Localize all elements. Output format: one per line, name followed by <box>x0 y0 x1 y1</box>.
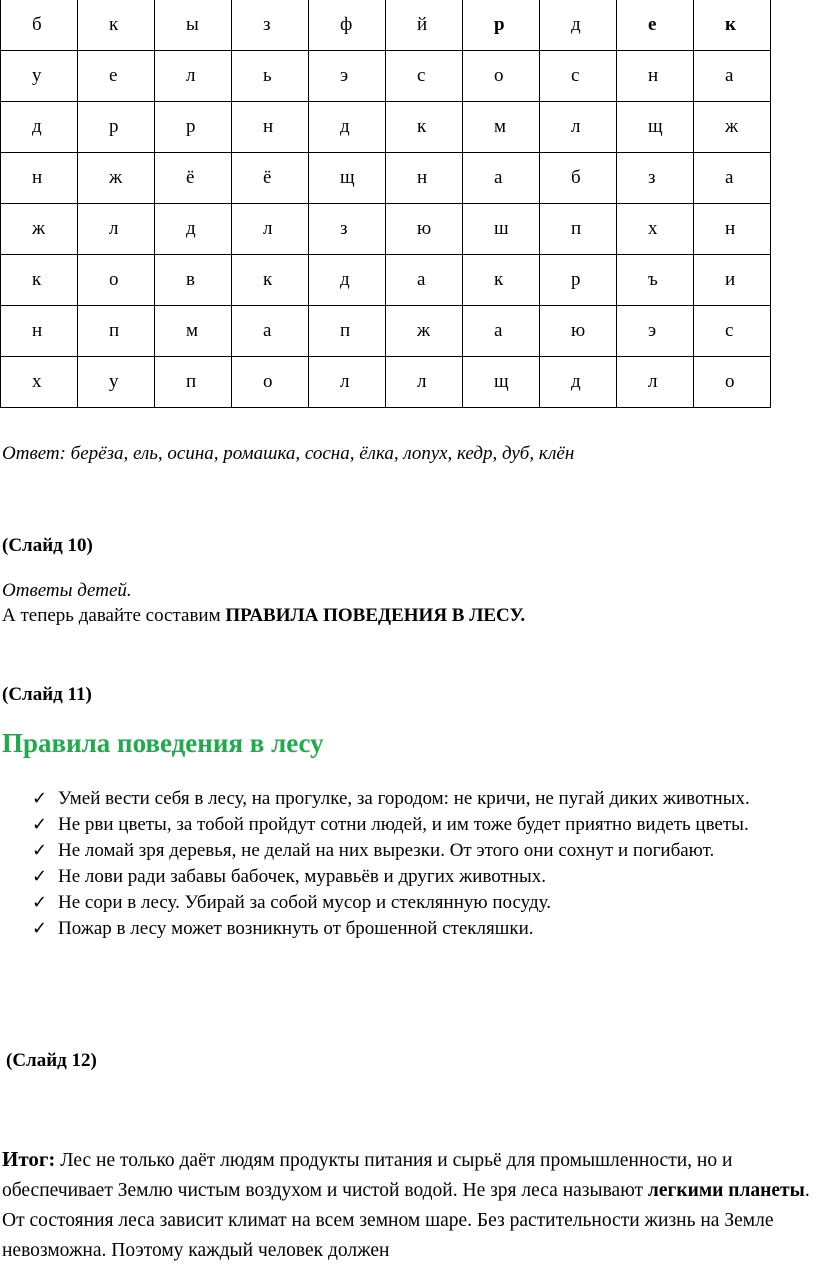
grid-cell: п <box>309 306 386 357</box>
summary-text-2: . От состояния леса зависит климат на всем земном шаре. Без растительности жизнь на Земле невозможна. Поэтому каждый человек должен <box>2 1180 810 1261</box>
rule-text: Не сори в лесу. Убирай за собой мусор и стеклянную посуду. <box>58 892 551 913</box>
grid-cell: а <box>232 306 309 357</box>
grid-cell: с <box>540 51 617 102</box>
grid-cell: п <box>78 306 155 357</box>
grid-cell: у <box>1 51 78 102</box>
grid-cell: ё <box>155 153 232 204</box>
grid-cell: а <box>694 51 771 102</box>
grid-cell: о <box>694 357 771 408</box>
grid-row <box>1 204 771 255</box>
rule-item <box>32 838 812 864</box>
grid-cell: щ <box>463 357 540 408</box>
grid-cell: е <box>617 0 694 51</box>
checkmark-icon: ✓ <box>32 918 48 939</box>
grid-cell: з <box>232 0 309 51</box>
grid-cell: ю <box>540 306 617 357</box>
grid-cell: л <box>78 204 155 255</box>
grid-cell: ж <box>694 102 771 153</box>
grid-cell: п <box>540 204 617 255</box>
grid-cell: й <box>386 0 463 51</box>
rules-intro <box>2 605 525 627</box>
slide-12-label: (Слайд 12) <box>6 1050 97 1071</box>
checkmark-icon: ✓ <box>32 866 48 887</box>
slide-11-label: (Слайд 11) <box>2 684 92 705</box>
grid-row <box>1 51 771 102</box>
rules-list <box>32 786 812 942</box>
rule-item <box>32 786 812 812</box>
rule-text: Пожар в лесу может возникнуть от брошенной стекляшки. <box>58 918 534 939</box>
grid-cell: л <box>232 204 309 255</box>
rules-intro-prefix: А теперь давайте составим <box>2 605 226 626</box>
rule-text: Не рви цветы, за тобой пройдут сотни людей, и им тоже будет приятно видеть цветы. <box>58 814 749 835</box>
grid-cell: ь <box>232 51 309 102</box>
letter-grid <box>0 0 771 408</box>
grid-cell: л <box>386 357 463 408</box>
grid-cell: а <box>386 255 463 306</box>
grid-cell: у <box>78 357 155 408</box>
summary-text-1: Лес не только даёт людям продукты питания и сырьё для промышленности, но и обеспечивает Землю чистым воздухом и чистой водой. Не зря леса называют <box>2 1150 733 1201</box>
grid-cell: к <box>463 255 540 306</box>
letter-grid-body <box>1 0 771 408</box>
grid-cell: о <box>463 51 540 102</box>
rule-item <box>32 812 812 838</box>
grid-cell: н <box>232 102 309 153</box>
grid-cell: щ <box>309 153 386 204</box>
grid-cell: к <box>386 102 463 153</box>
grid-cell: н <box>386 153 463 204</box>
rule-item <box>32 890 812 916</box>
grid-cell: и <box>694 255 771 306</box>
grid-cell: э <box>309 51 386 102</box>
summary-label: Итог: <box>2 1147 56 1171</box>
checkmark-icon: ✓ <box>32 840 48 861</box>
grid-cell: н <box>694 204 771 255</box>
grid-cell: н <box>1 153 78 204</box>
grid-row <box>1 153 771 204</box>
slide-10-label: (Слайд 10) <box>2 535 93 556</box>
checkmark-icon: ✓ <box>32 788 48 809</box>
grid-cell: ш <box>463 204 540 255</box>
grid-row <box>1 102 771 153</box>
grid-cell: д <box>309 102 386 153</box>
grid-cell: а <box>694 153 771 204</box>
grid-cell: л <box>540 102 617 153</box>
grid-cell: с <box>386 51 463 102</box>
checkmark-icon: ✓ <box>32 892 48 913</box>
grid-cell: з <box>617 153 694 204</box>
grid-cell: р <box>463 0 540 51</box>
grid-cell: л <box>617 357 694 408</box>
grid-cell: п <box>155 357 232 408</box>
grid-cell: а <box>463 306 540 357</box>
grid-cell: ё <box>232 153 309 204</box>
grid-cell: х <box>1 357 78 408</box>
grid-cell: х <box>617 204 694 255</box>
grid-cell: б <box>1 0 78 51</box>
grid-cell: к <box>694 0 771 51</box>
grid-row <box>1 255 771 306</box>
grid-cell: ы <box>155 0 232 51</box>
grid-cell: е <box>78 51 155 102</box>
grid-cell: о <box>232 357 309 408</box>
summary-paragraph <box>2 1144 810 1266</box>
rule-item <box>32 864 812 890</box>
grid-cell: м <box>155 306 232 357</box>
grid-cell: щ <box>617 102 694 153</box>
grid-row <box>1 306 771 357</box>
grid-cell: н <box>617 51 694 102</box>
grid-cell: б <box>540 153 617 204</box>
rule-text: Не лови ради забавы бабочек, муравьёв и других животных. <box>58 866 546 887</box>
rule-text: Умей вести себя в лесу, на прогулке, за городом: не кричи, не пугай диких животных. <box>58 788 750 809</box>
grid-cell: ю <box>386 204 463 255</box>
grid-row <box>1 0 771 51</box>
grid-cell: ж <box>386 306 463 357</box>
grid-row <box>1 357 771 408</box>
grid-cell: с <box>694 306 771 357</box>
grid-cell: д <box>309 255 386 306</box>
grid-cell: д <box>540 357 617 408</box>
grid-cell: н <box>1 306 78 357</box>
answer-line: Ответ: берёза, ель, осина, ромашка, сосна, ёлка, лопух, кедр, дуб, клён <box>2 443 575 464</box>
checkmark-icon: ✓ <box>32 814 48 835</box>
summary-bold: легкими планеты <box>647 1180 805 1201</box>
grid-cell: д <box>540 0 617 51</box>
grid-cell: р <box>78 102 155 153</box>
grid-cell: к <box>78 0 155 51</box>
grid-cell: к <box>1 255 78 306</box>
grid-cell: ъ <box>617 255 694 306</box>
rules-heading: Правила поведения в лесу <box>2 728 324 758</box>
grid-cell: з <box>309 204 386 255</box>
children-answers: Ответы детей. <box>2 580 132 601</box>
grid-cell: л <box>309 357 386 408</box>
grid-cell: ф <box>309 0 386 51</box>
grid-cell: д <box>155 204 232 255</box>
grid-cell: к <box>232 255 309 306</box>
grid-cell: э <box>617 306 694 357</box>
grid-cell: д <box>1 102 78 153</box>
grid-cell: р <box>155 102 232 153</box>
rules-intro-bold: ПРАВИЛА ПОВЕДЕНИЯ В ЛЕСУ. <box>225 605 526 626</box>
grid-cell: в <box>155 255 232 306</box>
grid-cell: о <box>78 255 155 306</box>
grid-cell: ж <box>1 204 78 255</box>
grid-cell: л <box>155 51 232 102</box>
grid-cell: а <box>463 153 540 204</box>
rule-text: Не ломай зря деревья, не делай на них вырезки. От этого они сохнут и погибают. <box>58 840 715 861</box>
grid-cell: р <box>540 255 617 306</box>
grid-cell: ж <box>78 153 155 204</box>
rule-item <box>32 916 812 942</box>
grid-cell: м <box>463 102 540 153</box>
